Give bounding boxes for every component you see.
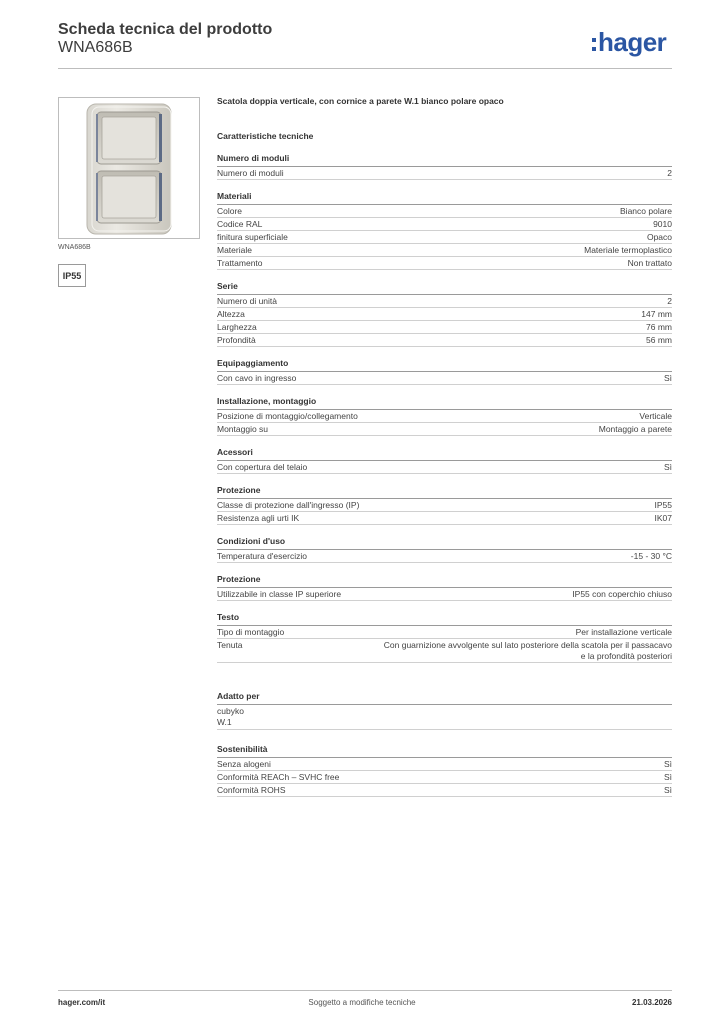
- product-code: WNA686B: [58, 39, 133, 56]
- spec-value: Montaggio a parete: [598, 424, 672, 434]
- spec-key: Trattamento: [217, 258, 263, 268]
- logo-dot-bottom: [592, 47, 596, 51]
- header-divider: [58, 68, 672, 69]
- group-title: Sostenibilità: [217, 744, 672, 758]
- spec-key: Larghezza: [217, 322, 257, 332]
- spec-value: IP55: [654, 500, 672, 510]
- spec-key: Temperatura d'esercizio: [217, 551, 307, 561]
- spec-key: Conformità ROHS: [217, 785, 286, 795]
- suitable-for-group: [217, 691, 672, 730]
- spec-group: [217, 536, 672, 563]
- spec-row: [217, 461, 672, 474]
- spec-row: [217, 205, 672, 218]
- spec-row: [217, 499, 672, 512]
- technical-sheet: [217, 96, 672, 797]
- logo-text: hager: [598, 27, 667, 57]
- spec-key: Classe di protezione dall'ingresso (IP): [217, 500, 360, 510]
- spec-key: Posizione di montaggio/collegamento: [217, 411, 358, 421]
- spec-row: [217, 512, 672, 525]
- spec-row: [217, 771, 672, 784]
- spec-row: [217, 308, 672, 321]
- spec-value: Materiale termoplastico: [584, 245, 672, 255]
- spec-group: [217, 396, 672, 436]
- spec-row: [217, 588, 672, 601]
- spec-group: [217, 574, 672, 601]
- footer-website-link[interactable]: hager.com/it: [58, 998, 106, 1007]
- spec-group: [217, 358, 672, 385]
- group-title: Materiali: [217, 191, 672, 205]
- page-title: Scheda tecnica del prodotto: [58, 21, 273, 38]
- spec-value: IK07: [654, 513, 672, 523]
- spec-value: Con guarnizione avvolgente sul lato posteriore della scatola per il passacavo e la profondità posteriori: [383, 640, 672, 661]
- spec-row: [217, 784, 672, 797]
- spec-value: IP55 con coperchio chiuso: [572, 589, 672, 599]
- spec-row: [217, 334, 672, 347]
- spec-key: Numero di unità: [217, 296, 278, 306]
- group-title: Acessori: [217, 447, 672, 461]
- spec-group: [217, 447, 672, 474]
- spec-value: -15 - 30 °C: [630, 551, 672, 561]
- spec-row: [217, 550, 672, 563]
- spec-value: Non trattato: [627, 258, 672, 268]
- spec-value: 2: [667, 168, 672, 178]
- spec-row: [217, 410, 672, 423]
- spec-value: Verticale: [639, 411, 672, 421]
- spec-key: Con cavo in ingresso: [217, 373, 297, 383]
- group-title: Testo: [217, 612, 672, 626]
- spec-value: Sì: [663, 785, 672, 795]
- spec-row: [217, 626, 672, 639]
- spec-row: [217, 231, 672, 244]
- spec-group: [217, 612, 672, 663]
- spec-row: [217, 321, 672, 334]
- spec-key: Resistenza agli urti IK: [217, 513, 300, 523]
- section-heading: Caratteristiche tecniche: [217, 131, 314, 141]
- spec-value: Sì: [663, 462, 672, 472]
- spec-value: 56 mm: [646, 335, 672, 345]
- spec-key: Conformità REACh – SVHC free: [217, 772, 340, 782]
- spec-key: Utilizzabile in classe IP superiore: [217, 589, 342, 599]
- spec-group: [217, 153, 672, 180]
- suitable-list: [217, 705, 672, 730]
- spec-key: Altezza: [217, 309, 245, 319]
- spec-row: [217, 244, 672, 257]
- spec-groups: [217, 153, 672, 663]
- spec-group: [217, 485, 672, 525]
- spec-group: [217, 191, 672, 270]
- group-title: Numero di moduli: [217, 153, 672, 167]
- group-title: Condizioni d'uso: [217, 536, 672, 550]
- footer-date: 21.03.2026: [631, 998, 672, 1007]
- spec-row: [217, 295, 672, 308]
- list-item: cubyko: [217, 706, 244, 716]
- logo-dot-top: [592, 38, 596, 42]
- sustainability-group: [217, 744, 672, 797]
- group-title: Installazione, montaggio: [217, 396, 672, 410]
- spec-key: Senza alogeni: [217, 759, 271, 769]
- group-title: Adatto per: [217, 691, 672, 705]
- spec-key: Profondità: [217, 335, 256, 345]
- spec-key: Tipo di montaggio: [217, 627, 285, 637]
- spec-row: [217, 167, 672, 180]
- spec-value: 9010: [653, 219, 672, 229]
- spec-key: Numero di moduli: [217, 168, 284, 178]
- spec-key: Con copertura del telaio: [217, 462, 308, 472]
- spec-row: [217, 758, 672, 771]
- spec-key: Tenuta: [217, 640, 243, 650]
- spec-value: 76 mm: [646, 322, 672, 332]
- spec-key: finitura superficiale: [217, 232, 288, 242]
- spec-value: Sì: [663, 373, 672, 383]
- product-image: [59, 98, 199, 238]
- spec-row: [217, 257, 672, 270]
- spec-value: Bianco polare: [620, 206, 672, 216]
- product-description: Scatola doppia verticale, con cornice a parete W.1 bianco polare opaco: [217, 96, 504, 106]
- list-item: W.1: [217, 717, 232, 727]
- group-title: Protezione: [217, 485, 672, 499]
- spec-key: Montaggio su: [217, 424, 269, 434]
- spec-value: Per installazione verticale: [575, 627, 672, 637]
- spec-value: Sì: [663, 759, 672, 769]
- spec-value: Sì: [663, 772, 672, 782]
- group-title: Equipaggiamento: [217, 358, 672, 372]
- spec-key: Codice RAL: [217, 219, 263, 229]
- spec-row: [217, 372, 672, 385]
- spec-value: 147 mm: [641, 309, 672, 319]
- group-title: Serie: [217, 281, 672, 295]
- product-image-caption: WNA686B: [58, 244, 91, 251]
- footer-disclaimer: Soggetto a modifiche tecniche: [308, 998, 416, 1007]
- spec-row: [217, 218, 672, 231]
- spec-key: Materiale: [217, 245, 252, 255]
- spec-value: Opaco: [646, 232, 672, 242]
- group-title: Protezione: [217, 574, 672, 588]
- spec-group: [217, 281, 672, 347]
- spec-row: [217, 423, 672, 436]
- ip-rating-badge: IP55: [58, 264, 86, 287]
- product-image-frame: [58, 97, 200, 239]
- footer-divider: [58, 990, 672, 991]
- spec-key: Colore: [217, 206, 243, 216]
- spec-row: [217, 639, 672, 663]
- spec-value: 2: [667, 296, 672, 306]
